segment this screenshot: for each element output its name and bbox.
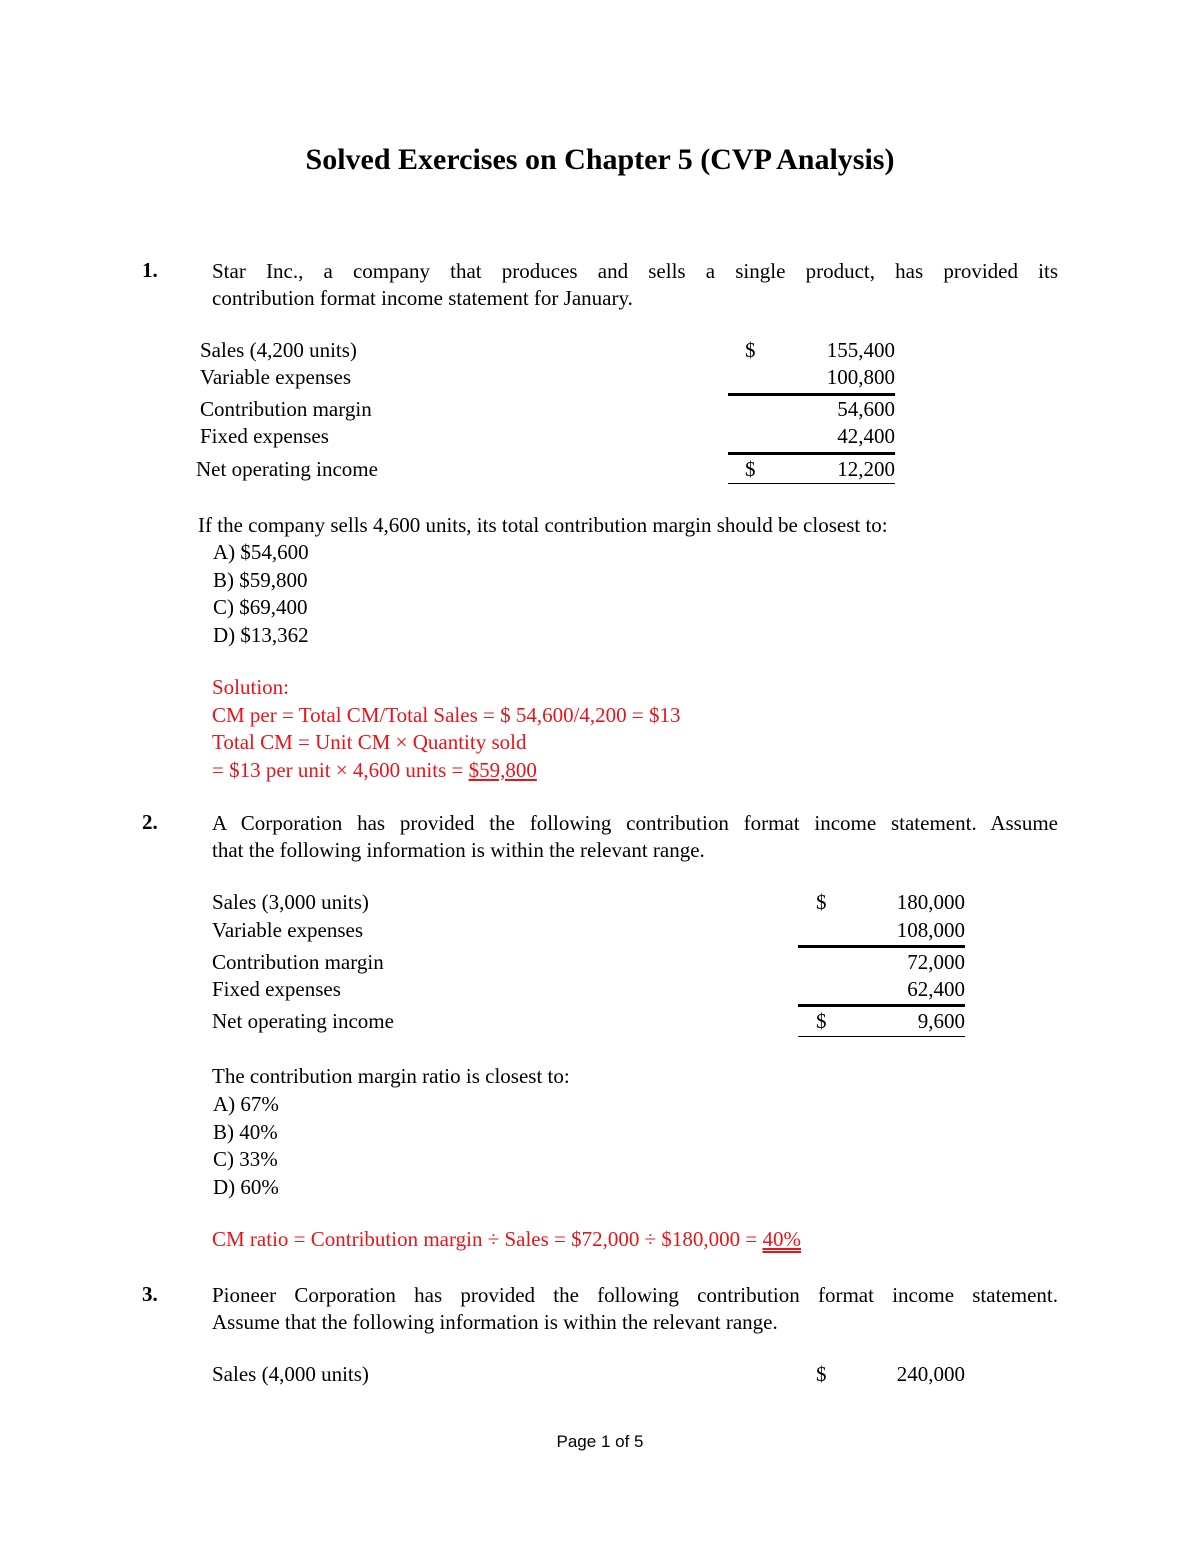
question-3-text-line-2: Assume that the following information is within the relevant range. — [212, 1310, 778, 1334]
row-value: 54,600 — [837, 397, 895, 421]
row-label: Variable expenses — [200, 365, 352, 389]
row-label: Fixed expenses — [200, 424, 329, 448]
solution-prefix: CM ratio = Contribution margin ÷ Sales = $72,000 ÷ $180,000 = — [212, 1227, 763, 1251]
question-1-text-line-1: Star Inc., a company that produces and sells a single product, has provided its — [212, 259, 1058, 283]
question-2-options — [213, 1092, 279, 1202]
row-value: 62,400 — [907, 977, 965, 1001]
row-dollar: $ — [816, 1009, 827, 1033]
question-2-text-line-1: A Corporation has provided the following contribution format income statement. Assume — [212, 811, 1058, 835]
statement-1-rule — [728, 393, 895, 396]
row-label: Sales (3,000 units) — [212, 890, 369, 914]
page-number: Page 1 of 5 — [556, 1432, 644, 1451]
statement-1-underline — [728, 483, 895, 484]
page-title: Solved Exercises on Chapter 5 (CVP Analysis) — [305, 143, 895, 176]
question-1-text-line-2: contribution format income statement for January. — [212, 286, 633, 310]
solution-line-3 — [212, 758, 681, 786]
row-dollar: $ — [745, 457, 756, 481]
question-3-text — [212, 1282, 1058, 1336]
row-label: Sales (4,200 units) — [200, 338, 357, 362]
statement-1-row-fixed — [200, 424, 900, 452]
statement-1-row-variable — [200, 365, 900, 393]
row-label: Variable expenses — [212, 918, 364, 942]
statement-2-row-noi — [212, 1009, 972, 1037]
option-b: B) 40% — [213, 1119, 278, 1144]
option-b: B) $59,800 — [213, 567, 308, 592]
question-1-text — [212, 258, 1058, 312]
option-a: A) 67% — [213, 1092, 279, 1116]
statement-3-row-sales — [212, 1362, 972, 1390]
row-label: Fixed expenses — [212, 977, 341, 1001]
question-2-prompt: The contribution margin ratio is closest to: — [212, 1064, 570, 1088]
statement-2-row-fixed — [212, 977, 972, 1005]
row-dollar: $ — [816, 1362, 827, 1386]
statement-1-rule — [728, 452, 895, 455]
row-label: Sales (4,000 units) — [212, 1362, 369, 1386]
question-number-3: 3. — [142, 1282, 158, 1306]
question-number-2: 2. — [142, 810, 158, 834]
row-label: Net operating income — [212, 1009, 394, 1033]
row-dollar: $ — [745, 338, 756, 362]
statement-2-rule — [798, 945, 965, 948]
question-number-1: 1. — [142, 258, 158, 282]
solution-line-1: CM per = Total CM/Total Sales = $ 54,600/4,200 = $13 — [212, 702, 681, 727]
question-2-text — [212, 810, 1058, 864]
option-d: D) 60% — [213, 1174, 279, 1199]
row-value: 240,000 — [896, 1362, 965, 1386]
option-a: A) $54,600 — [213, 540, 309, 564]
row-value: 72,000 — [907, 950, 965, 974]
row-value: 155,400 — [826, 338, 895, 362]
question-1-options — [213, 540, 309, 650]
question-2-solution — [212, 1227, 801, 1252]
solution-line-2: Total CM = Unit CM × Quantity sold — [212, 730, 527, 754]
row-value: 42,400 — [837, 424, 895, 448]
solution-answer: 40% — [762, 1227, 802, 1251]
row-label: Contribution margin — [200, 397, 372, 421]
row-label: Net operating income — [196, 457, 378, 481]
statement-2-underline — [798, 1036, 965, 1037]
row-dollar: $ — [816, 890, 827, 914]
question-2-text-line-2: that the following information is within the relevant range. — [212, 838, 705, 862]
option-c: C) 33% — [213, 1147, 278, 1171]
statement-1-row-noi — [196, 457, 900, 485]
solution-heading: Solution: — [212, 675, 290, 699]
row-value: 180,000 — [896, 890, 965, 914]
statement-1-row-cm — [200, 397, 900, 425]
question-1-solution — [212, 675, 681, 785]
row-value: 9,600 — [917, 1009, 965, 1033]
question-1-prompt: If the company sells 4,600 units, its total contribution margin should be closest to: — [198, 513, 888, 537]
solution-line-3-prefix: = $13 per unit × 4,600 units = — [212, 757, 469, 782]
statement-2-row-variable — [212, 918, 972, 946]
row-value: 12,200 — [837, 457, 895, 481]
row-value: 108,000 — [896, 918, 965, 942]
option-d: D) $13,362 — [213, 622, 309, 647]
statement-2-rule — [798, 1004, 965, 1007]
statement-2-row-sales — [212, 890, 972, 918]
option-c: C) $69,400 — [213, 595, 308, 619]
statement-1-row-sales — [200, 338, 900, 366]
row-value: 100,800 — [826, 365, 895, 389]
statement-2-row-cm — [212, 950, 972, 978]
row-label: Contribution margin — [212, 950, 384, 974]
question-3-text-line-1: Pioneer Corporation has provided the following contribution format income statement. — [212, 1283, 1058, 1307]
solution-answer: $59,800 — [468, 757, 537, 782]
